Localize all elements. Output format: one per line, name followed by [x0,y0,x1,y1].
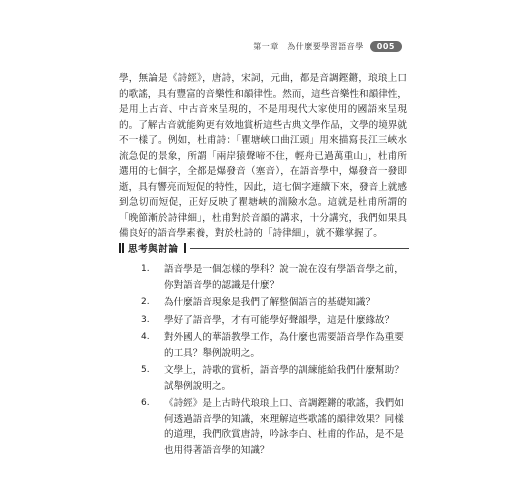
question-number: 2. [141,297,150,307]
question-item [141,396,409,458]
chapter-title: 第一章 為什麼要學習語音學 [253,42,364,51]
question-text: 《詩經》是上古時代琅琅上口、音調鏗鏘的歌謠，我們如何透過語音學的知識，來理解這些歌謠的韻律效果？同樣的道理，我們欣賞唐詩，吟詠李白、杜甫的作品，是不是也用得著語音學的知識？ [164,398,404,456]
heading-rule [190,248,409,249]
question-number: 5. [141,365,150,375]
question-number: 1. [141,264,150,274]
running-header [253,41,402,52]
question-text: 對外國人的華語教學工作，為什麼也需要語音學作為重要的工具？舉例說明之。 [164,332,404,359]
question-item [141,262,409,293]
question-number: 6. [141,398,150,408]
questions-title: 思考與討論 [128,244,179,255]
questions-list [141,262,409,460]
question-text: 語音學是一個怎樣的學科？說一說在沒有學語音學之前，你對語音學的認識是什麼？ [164,264,404,291]
body-paragraph: 學，無論是《詩經》，唐詩，宋詞，元曲，都是音調鏗鏘，琅琅上口的歌謠，具有豐富的音樂性和韻律性。然而，這些音樂性和韻律性，是用上古音、中古音來呈現的，不是用現代大家使用的國語來呈現的。了解古音就能夠更有效地賞析這些古典文學作品，文學的境界就不一樣了。例如，杜甫詩：「瞿塘峽口曲江頭」用來描寫長江三峽水流急促的景象，所謂「兩岸猿聲啼不住，輕舟已過萬重山」，杜甫所選用的七個字，全都是爆發音（塞音），在語音學中，爆發音一發即逝，具有響亮而短促的特性，因此，這七個字連續下來，發音上就感到急切而短促，正好反映了瞿塘峽的湍險水急。這就是杜甫所謂的「晚節漸於詩律細」，杜甫對於音韻的講求，十分講究，我們如果具備良好的語音學素養，對於杜詩的「詩律細」，就不難掌握了。 [119,73,407,239]
page-number-badge: 005 [370,41,402,52]
question-item [141,330,409,361]
question-text: 為什麼語音現象是我們了解整個語言的基礎知識？ [164,297,376,308]
question-item [141,313,409,329]
heading-divider [184,243,186,253]
section-marker-icon [119,243,124,253]
question-number: 3. [141,314,150,325]
question-text: 學好了語音學，才有可能學好聲韻學，這是什麼緣故？ [164,314,395,326]
question-text: 文學上，詩歌的賞析，語音學的訓練能給我們什麼幫助？試舉例說明之。 [164,365,404,392]
questions-heading [119,241,409,255]
question-number: 4. [141,332,150,342]
body-text [119,71,407,242]
question-item [141,363,409,394]
question-item [141,295,409,311]
